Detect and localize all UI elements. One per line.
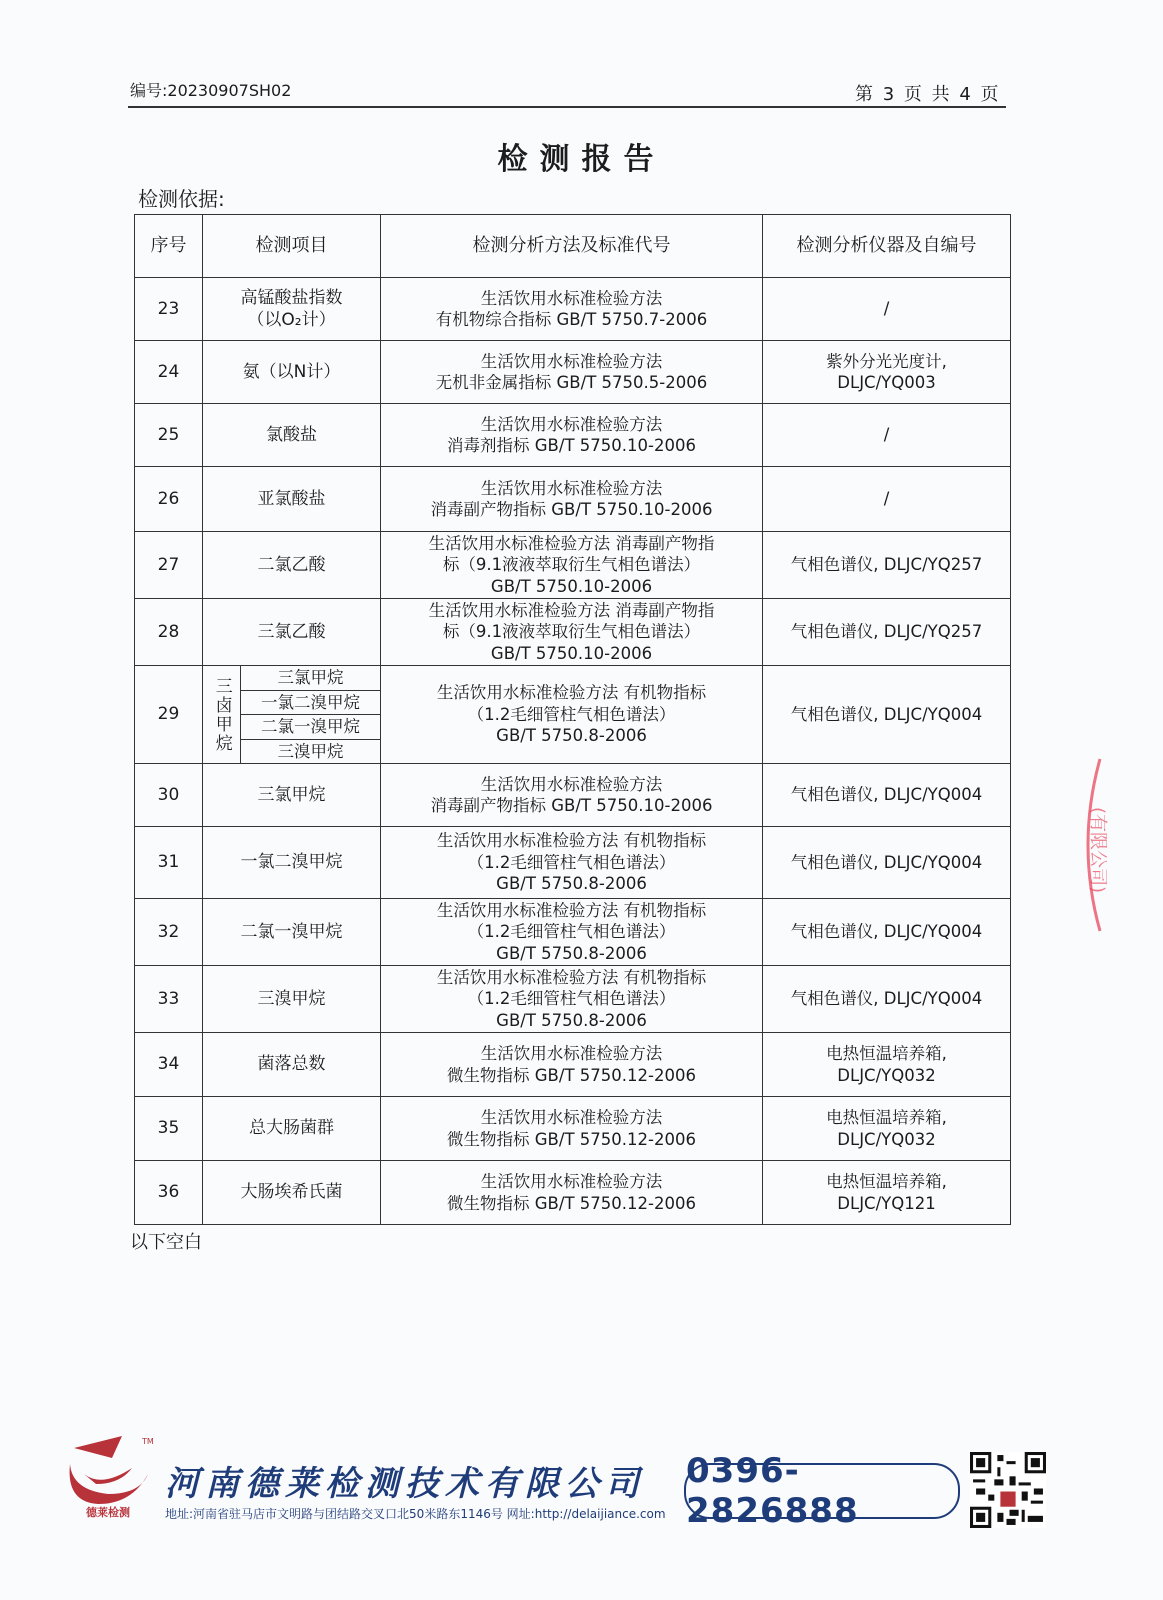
cell-line: / <box>883 489 890 509</box>
header-instrument: 检测分析仪器及自编号 <box>763 215 1011 278</box>
cell-line: 生活饮用水标准检验方法 <box>480 414 663 434</box>
row-method <box>381 666 763 764</box>
cell-line: GB/T 5750.8-2006 <box>496 874 647 894</box>
cell-line: 三溴甲烷 <box>257 988 326 1009</box>
cell-line: 三氯甲烷 <box>257 784 326 805</box>
cell-line: 30 <box>157 784 180 805</box>
cell-line: GB/T 5750.10-2006 <box>490 576 653 596</box>
row-seq <box>135 599 203 666</box>
report-number: 编号:20230907SH02 <box>130 81 292 100</box>
cell-line: 微生物指标 GB/T 5750.12-2006 <box>447 1065 696 1085</box>
cell-line: 一氯二溴甲烷 <box>240 852 343 873</box>
row-instrument <box>763 404 1011 467</box>
row-seq <box>135 827 203 899</box>
table-row <box>135 966 1011 1033</box>
cell-line: 生活饮用水标准检验方法 <box>480 774 663 794</box>
table-row <box>135 599 1011 666</box>
header-item: 检测项目 <box>203 215 381 278</box>
cell-line: （1.2毛细管柱气相色谱法） <box>467 704 676 724</box>
cell-line: 生活饮用水标准检验方法 有机物指标 <box>436 900 707 920</box>
cell-line: 高锰酸盐指数 <box>240 287 343 308</box>
sub-item: 三氯甲烷 <box>241 666 380 691</box>
cell-line: 气相色谱仪, DLJC/YQ257 <box>790 622 983 642</box>
row-method <box>381 966 763 1033</box>
cell-line: 35 <box>157 1118 180 1139</box>
phone-number: 0396-2826888 <box>686 1451 859 1531</box>
cell-line: 总大肠菌群 <box>249 1118 334 1139</box>
cell-line: 二氯乙酸 <box>257 554 326 575</box>
cell-line: （1.2毛细管柱气相色谱法） <box>467 922 676 942</box>
row-instrument <box>763 764 1011 827</box>
table-row <box>135 404 1011 467</box>
row-method <box>381 404 763 467</box>
cell-line: 气相色谱仪, DLJC/YQ257 <box>790 555 983 575</box>
sub-item: 二氯一溴甲烷 <box>241 715 380 740</box>
sub-items <box>241 666 380 763</box>
company-name: 河南德莱检测技术有限公司 <box>165 1464 645 1504</box>
row-seq <box>135 467 203 532</box>
row-instrument <box>763 532 1011 599</box>
basis-label: 检测依据: <box>138 187 225 211</box>
cell-line: 23 <box>157 298 180 319</box>
page-title: 检测报告 <box>497 142 666 177</box>
row-instrument <box>763 966 1011 1033</box>
row-instrument <box>763 1161 1011 1225</box>
cell-line: 氯酸盐 <box>266 424 317 445</box>
row-item <box>203 278 381 341</box>
cell-line: 标（9.1液液萃取衍生气相色谱法） <box>442 555 701 575</box>
row-item <box>203 1097 381 1161</box>
basis-table <box>134 214 1011 1225</box>
row-item <box>203 341 381 404</box>
cell-line: 紫外分光光度计, <box>826 351 947 371</box>
cell-line: 生活饮用水标准检验方法 有机物指标 <box>436 831 707 851</box>
row-instrument <box>763 341 1011 404</box>
cell-line: / <box>883 299 890 319</box>
svg-text:(有限公司): (有限公司) <box>1087 806 1108 894</box>
cell-line: 消毒副产物指标 GB/T 5750.10-2006 <box>430 796 713 815</box>
row-method <box>381 1161 763 1225</box>
row-item <box>203 1033 381 1097</box>
cell-line: 生活饮用水标准检验方法 消毒副产物指 <box>428 600 715 620</box>
cell-line: GB/T 5750.10-2006 <box>490 643 653 663</box>
cell-line: 生活饮用水标准检验方法 消毒副产物指 <box>428 533 715 553</box>
table-row <box>135 1097 1011 1161</box>
cell-line: 无机非金属指标 GB/T 5750.5-2006 <box>435 373 708 392</box>
cell-line: 生活饮用水标准检验方法 <box>480 478 663 498</box>
row-method <box>381 1097 763 1161</box>
company-address: 地址:河南省驻马店市文明路与团结路交叉口北50米路东1146号 网址:http://delaijiance.com <box>165 1507 666 1521</box>
table-row <box>135 467 1011 532</box>
cell-line: 二氯一溴甲烷 <box>240 921 343 942</box>
cell-line: 电热恒温培养箱, <box>826 1108 947 1128</box>
row-instrument <box>763 827 1011 899</box>
table-row <box>135 341 1011 404</box>
row-item <box>203 966 381 1033</box>
cell-line: 消毒副产物指标 GB/T 5750.10-2006 <box>430 500 713 519</box>
seal-stamp <box>1070 755 1114 935</box>
row-instrument <box>763 278 1011 341</box>
row-item <box>203 404 381 467</box>
cell-line: 生活饮用水标准检验方法 有机物指标 <box>436 967 707 987</box>
row-instrument <box>763 599 1011 666</box>
row-seq <box>135 764 203 827</box>
cell-line: （1.2毛细管柱气相色谱法） <box>467 852 676 872</box>
row-method <box>381 899 763 966</box>
table-row <box>135 827 1011 899</box>
cell-line: 亚氯酸盐 <box>257 488 326 509</box>
blank-note: 以下空白 <box>130 1232 202 1253</box>
sub-item: 三溴甲烷 <box>277 741 344 761</box>
cell-line: DLJC/YQ032 <box>837 1065 936 1085</box>
row-method <box>381 278 763 341</box>
group-label: 三卤甲烷 <box>203 666 241 763</box>
cell-line: 27 <box>157 554 180 575</box>
row-seq <box>135 899 203 966</box>
cell-line: 气相色谱仪, DLJC/YQ004 <box>790 989 983 1009</box>
cell-line: 32 <box>157 921 180 942</box>
cell-line: 有机物综合指标 GB/T 5750.7-2006 <box>435 310 708 329</box>
row-item <box>203 827 381 899</box>
cell-line: 29 <box>157 704 180 725</box>
cell-line: GB/T 5750.8-2006 <box>496 726 647 746</box>
qr-code <box>970 1452 1046 1528</box>
cell-line: 34 <box>157 1054 180 1075</box>
sub-item: 一氯二溴甲烷 <box>241 691 380 716</box>
row-seq <box>135 1033 203 1097</box>
row-method <box>381 1033 763 1097</box>
header-rule <box>128 106 1006 108</box>
cell-line: DLJC/YQ032 <box>837 1129 936 1149</box>
cell-line: 标（9.1液液萃取衍生气相色谱法） <box>442 622 701 642</box>
cell-line: 气相色谱仪, DLJC/YQ004 <box>790 922 983 942</box>
row-method <box>381 341 763 404</box>
table-row <box>135 1033 1011 1097</box>
page-number: 第 3 页 共 4 页 <box>855 84 1001 105</box>
sub-grid <box>203 666 380 763</box>
table-row-group <box>135 666 1011 764</box>
row-method <box>381 764 763 827</box>
cell-line: （以O₂计） <box>247 310 336 330</box>
cell-line: 大肠埃希氏菌 <box>240 1182 343 1203</box>
cell-line: DLJC/YQ003 <box>837 373 936 392</box>
row-seq <box>135 341 203 404</box>
row-item <box>203 599 381 666</box>
row-method <box>381 532 763 599</box>
cell-line: / <box>883 425 890 445</box>
row-seq <box>135 404 203 467</box>
cell-line: 生活饮用水标准检验方法 有机物指标 <box>436 683 707 703</box>
row-seq <box>135 1161 203 1225</box>
cell-line: DLJC/YQ121 <box>837 1193 936 1213</box>
row-item <box>203 1161 381 1225</box>
table-row <box>135 1161 1011 1225</box>
row-seq <box>135 666 203 764</box>
row-method <box>381 467 763 532</box>
cell-line: 33 <box>157 988 180 1009</box>
row-seq <box>135 278 203 341</box>
cell-line: 生活饮用水标准检验方法 <box>480 1172 663 1192</box>
table-row <box>135 764 1011 827</box>
cell-line: （1.2毛细管柱气相色谱法） <box>467 989 676 1009</box>
cell-line: 生活饮用水标准检验方法 <box>480 1044 663 1064</box>
row-instrument <box>763 666 1011 764</box>
cell-line: 电热恒温培养箱, <box>826 1172 947 1192</box>
row-instrument <box>763 899 1011 966</box>
cell-line: 24 <box>157 361 180 382</box>
cell-line: 微生物指标 GB/T 5750.12-2006 <box>447 1193 696 1213</box>
cell-line: 消毒剂指标 GB/T 5750.10-2006 <box>447 436 696 455</box>
cell-line: 28 <box>157 621 180 642</box>
logo-text: 德莱检测 <box>86 1506 130 1519</box>
row-method <box>381 599 763 666</box>
row-instrument <box>763 1097 1011 1161</box>
row-seq <box>135 532 203 599</box>
header-seq: 序号 <box>135 215 203 278</box>
table-row <box>135 278 1011 341</box>
cell-line: 气相色谱仪, DLJC/YQ004 <box>790 785 983 805</box>
cell-line: 生活饮用水标准检验方法 <box>480 1108 663 1128</box>
row-seq <box>135 1097 203 1161</box>
cell-line: 菌落总数 <box>257 1054 326 1075</box>
cell-line: 26 <box>157 488 180 509</box>
cell-line: 生活饮用水标准检验方法 <box>480 288 663 308</box>
row-seq <box>135 966 203 1033</box>
row-item <box>203 666 381 764</box>
header-method: 检测分析方法及标准代号 <box>381 215 763 278</box>
cell-line: 三氯乙酸 <box>257 621 326 642</box>
cell-line: 气相色谱仪, DLJC/YQ004 <box>790 852 983 872</box>
row-item <box>203 532 381 599</box>
phone-box <box>684 1451 960 1531</box>
cell-line: 36 <box>157 1182 180 1203</box>
row-item <box>203 899 381 966</box>
svg-text:TM: TM <box>142 1437 154 1446</box>
cell-line: 生活饮用水标准检验方法 <box>480 351 663 371</box>
row-item <box>203 467 381 532</box>
cell-line: 31 <box>157 852 180 873</box>
table-row <box>135 899 1011 966</box>
cell-line: 25 <box>157 424 180 445</box>
row-instrument <box>763 467 1011 532</box>
cell-line: 电热恒温培养箱, <box>826 1044 947 1064</box>
cell-line: GB/T 5750.8-2006 <box>496 1010 647 1030</box>
row-instrument <box>763 1033 1011 1097</box>
table-header-row <box>135 215 1011 278</box>
cell-line: 氨（以N计） <box>242 361 341 382</box>
cell-line: 微生物指标 GB/T 5750.12-2006 <box>447 1129 696 1149</box>
cell-line: GB/T 5750.8-2006 <box>496 943 647 963</box>
row-item <box>203 764 381 827</box>
table-row <box>135 532 1011 599</box>
row-method <box>381 827 763 899</box>
cell-line: 气相色谱仪, DLJC/YQ004 <box>790 704 983 724</box>
